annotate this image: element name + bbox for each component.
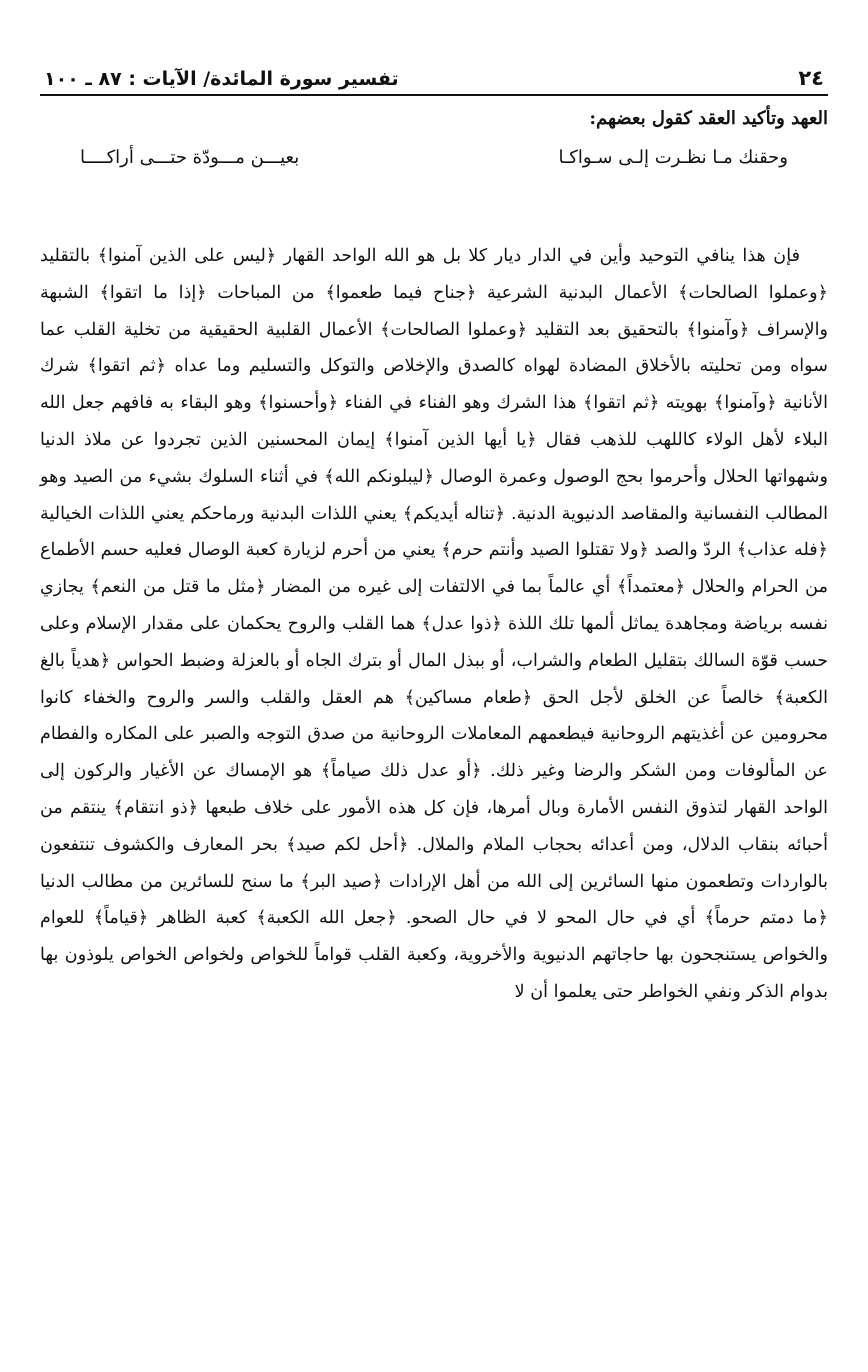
page-number: ٢٤ <box>798 66 824 90</box>
commentary-body <box>40 238 828 1011</box>
poetry-verse <box>80 147 788 168</box>
running-header <box>40 60 828 96</box>
book-page <box>40 60 828 1011</box>
intro-line: العهد وتأكيد العقد كقول بعضهم: <box>589 108 828 129</box>
running-title: تفسير سورة المائدة/ الآيات : ٨٧ ـ ١٠٠ <box>44 68 399 90</box>
commentary-paragraph: فإن هذا ينافي التوحيد وأين في الدار ديار كلا بل هو الله الواحد القهار ﴿ليس على الذين آمنوا﴾ بالتقليد ﴿وعملوا الصالحات﴾ الأعمال البدنية الشرعية ﴿جناح فيما طعموا﴾ من المباحات ﴿إذا ما اتقوا﴾ الشبهة والإسراف ﴿وآمنوا﴾ بالتحقيق بعد التقليد ﴿وعملوا الصالحات﴾ الأعمال القلبية الحقيقية من تخلية القلب عما سواه ومن تحليته بالأخلاق المضادة لهواه كالصدق والإخلاص والتوكل والتسليم وما عداه ﴿ثم اتقوا﴾ شرك الأنانية ﴿وآمنوا﴾ بهويته ﴿ثم اتقوا﴾ هذا الشرك وهو الفناء في الفناء ﴿وأحسنوا﴾ وهو البقاء به فافهم جعل الله البلاء لأهل الولاء كاللهب للذهب فقال ﴿يا أيها الذين آمنوا﴾ إيمان المحسنين الذين تجردوا عن ملاذ الدنيا وشهواتها الحلال وأحرموا بحج الوصول وعمرة الوصال ﴿ليبلونكم الله﴾ في أثناء السلوك بشيء من الصيد وهو المطالب النفسانية والمقاصد الدنيوية الدنية. ﴿تناله أيديكم﴾ يعني اللذات البدنية ورماحكم يعني اللذات الخيالية ﴿فله عذاب﴾ الردّ والصد ﴿ولا تقتلوا الصيد وأنتم حرم﴾ يعني من أحرم لزيارة كعبة الوصال فعليه حسم الأطماع من الحرام والحلال ﴿معتمداً﴾ أي عالماً بما في الالتفات إلى غيره من المضار ﴿مثل ما قتل من النعم﴾ يجازي نفسه برياضة ومجاهدة يماثل ألمها تلك اللذة ﴿ذوا عدل﴾ هما القلب والروح يحكمان على مقدار الإسلام وعلى حسب قوّة السالك بتقليل الطعام والشراب، أو ببذل المال أو بترك الجاه أو بالعزلة وضبط الحواس ﴿هدياً بالغ الكعبة﴾ خالصاً عن الخلق لأجل الحق ﴿طعام مساكين﴾ هم العقل والقلب والسر والروح والخفاء كانوا محرومين عن أغذيتهم الروحانية فيطعمهم المعاملات الروحانية من صدق التوجه والصبر على المكاره والفطام عن المألوفات ومن الشكر والرضا وغير ذلك. ﴿أو عدل ذلك صياماً﴾ هو الإمساك عن الأغيار والركون إلى الواحد القهار لتذوق النفس الأمارة وبال أمرها، فإن كل هذه الأمور على خلاف طبعها ﴿ذو انتقام﴾ ينتقم من أحبائه بنقاب الدلال، ومن أعدائه بحجاب الملام والملال. ﴿أحل لكم صيد﴾ بحر المعارف والكشوف تنتفعون بالواردات وتطعمون منها السائرين إلى الله من أهل الإرادات ﴿صيد البر﴾ ما سنح للسائرين من مطالب الدنيا ﴿ما دمتم حرماً﴾ أي في حال المحو لا في حال الصحو. ﴿جعل الله الكعبة﴾ كعبة الظاهر ﴿قياماً﴾ للعوام والخواص يستنجحون بها حاجاتهم الدنيوية والأخروية، وكعبة القلب قواماً للخواص ولخواص الخواص يلوذون بها بدوام الذكر ونفي الخواطر حتى يعلموا أن لا <box>40 246 828 1002</box>
verse-second-hemistich: بعيـــن مـــودّة حتـــى أراكــــا <box>80 147 300 168</box>
verse-first-hemistich: وحقنك مـا نظـرت إلـى سـواكـا <box>558 147 788 168</box>
